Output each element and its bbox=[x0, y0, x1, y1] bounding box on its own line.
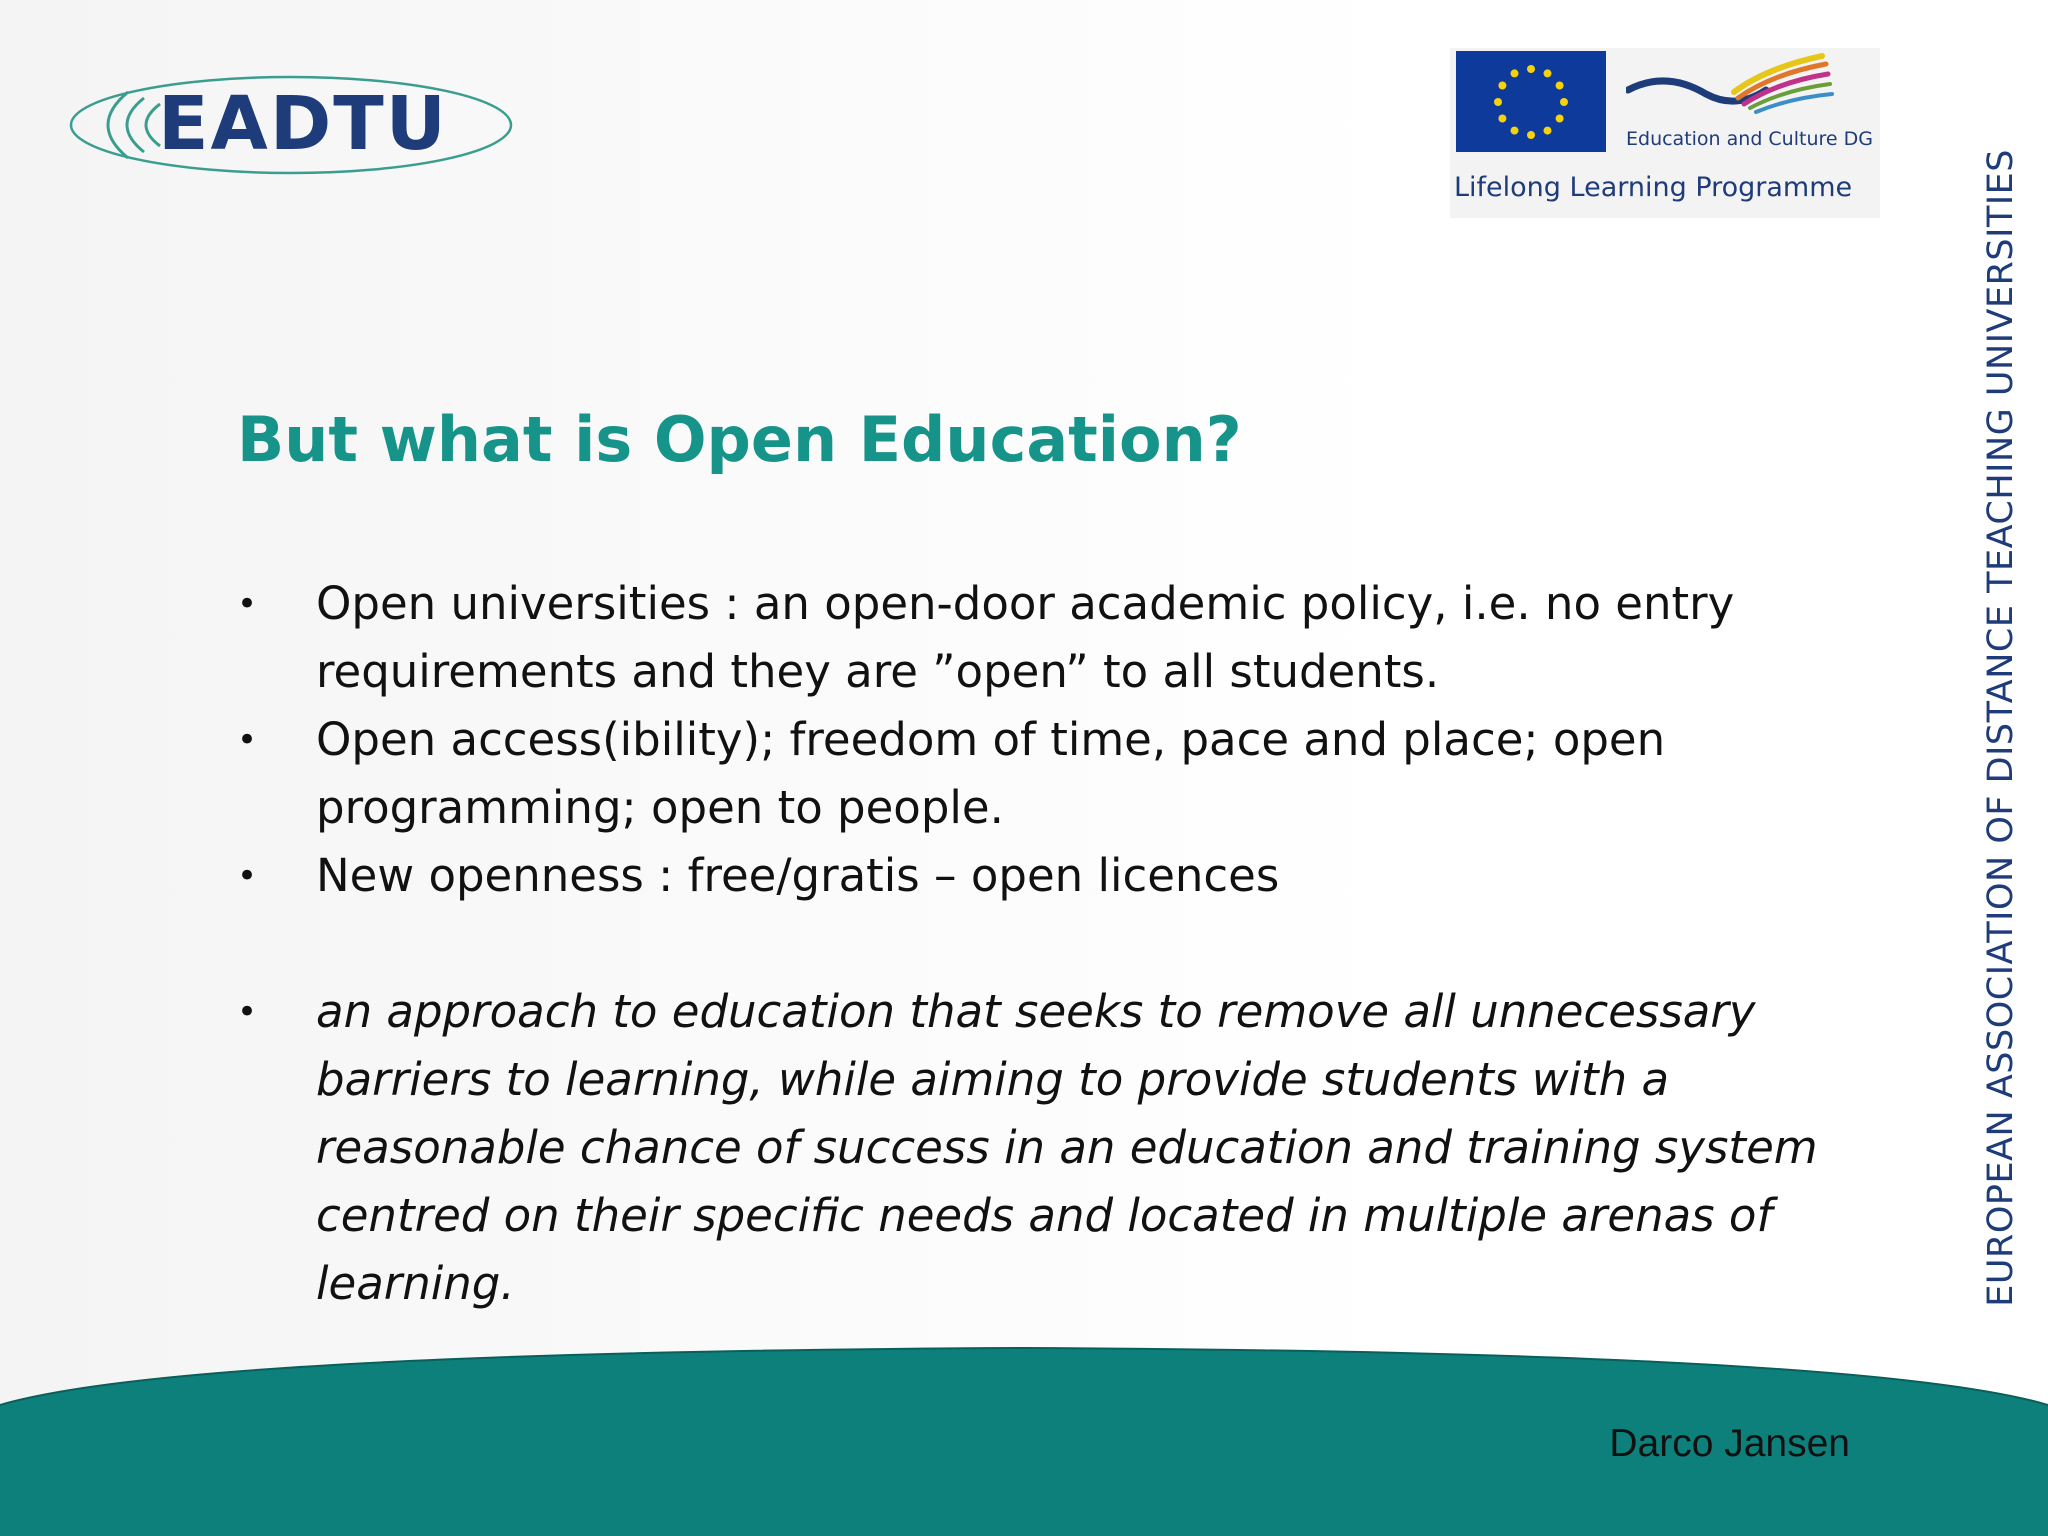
bullet-marker: • bbox=[237, 992, 258, 1032]
bullet-text: Open access(ibility); freedom of time, pace and place; open programming; open to people. bbox=[316, 713, 1666, 834]
swoosh-icon bbox=[1626, 48, 1836, 138]
list-item bbox=[237, 842, 1837, 910]
bullet-text: Open universities : an open-door academic policy, i.e. no entry requirements and they are ”open” to all students. bbox=[316, 577, 1735, 698]
list-item bbox=[237, 570, 1837, 706]
side-organization-label bbox=[1981, 88, 2021, 1368]
slide-title: But what is Open Education? bbox=[237, 403, 1242, 476]
eu-dg-caption: Education and Culture DG bbox=[1626, 128, 1873, 150]
bullet-text: New openness : free/gratis – open licences bbox=[316, 849, 1280, 902]
programme-name: Lifelong Learning Programme bbox=[1454, 172, 1853, 203]
bullet-text: an approach to education that seeks to remove all unnecessary barriers to learning, while aiming to provide students with a reasonable chance of success in an education and training system centred on their specific needs and located in multiple arenas of learning. bbox=[316, 985, 1818, 1310]
bullet-list bbox=[237, 570, 1837, 1318]
list-item bbox=[237, 706, 1837, 842]
list-item bbox=[237, 978, 1837, 1318]
bullet-marker: • bbox=[237, 584, 258, 624]
bullet-marker: • bbox=[237, 720, 258, 760]
eu-programme-logo bbox=[1450, 48, 1880, 218]
presenter-name: Darco Jansen bbox=[1609, 1422, 1850, 1465]
eu-flag-icon bbox=[1456, 51, 1606, 152]
eadtu-logo-icon bbox=[66, 70, 516, 180]
organization-name: EUROPEAN ASSOCIATION OF DISTANCE TEACHING UNIVERSITIES bbox=[1981, 149, 2021, 1307]
eadtu-logo-text: EADTU bbox=[158, 81, 448, 167]
bullet-marker: • bbox=[237, 856, 258, 896]
list-spacer bbox=[237, 910, 1837, 978]
